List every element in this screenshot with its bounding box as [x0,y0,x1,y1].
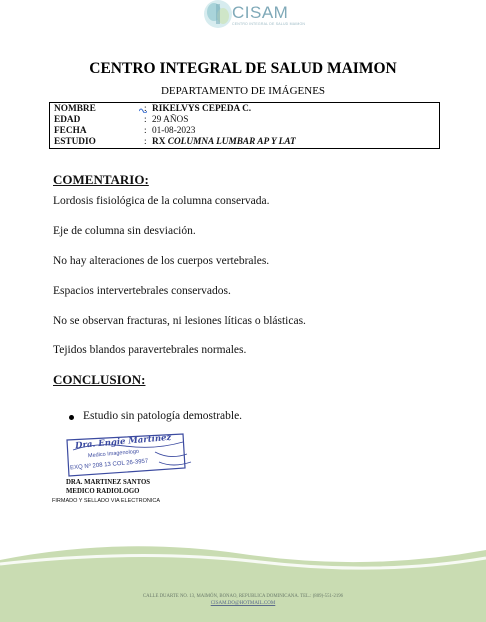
department-title: DEPARTAMENTO DE IMÁGENES [160,85,326,97]
study-label: ESTUDIO [54,137,96,147]
age-label: EDAD [54,115,81,125]
clinic-title: CENTRO INTEGRAL DE SALUD MAIMON [89,60,397,77]
conclusion-item: Estudio sin patología demostrable. [83,410,243,422]
comment-heading: COMENTARIO: [53,172,149,187]
bullet-icon [69,415,74,420]
stamp-doctor-role: Medico Imagenologo [87,448,140,460]
comment-line: Lordosis fisiológica de la columna conservada. [53,195,270,207]
name-value: RIKELVYS CEPEDA C. [152,104,252,114]
study-value [152,137,296,148]
comment-line: Espacios intervertebrales conservados. [53,285,231,297]
study-prefix: RX [152,137,166,147]
doctor-name: DRA. MARTINEZ SANTOS [66,479,151,486]
doctor-role: MEDICO RADIOLOGO [66,488,140,495]
age-value: 29 AÑOS [152,115,189,125]
stamp-doctor-name: Dra. Engie Martinez [74,432,172,452]
comment-line: Tejidos blandos paravertebrales normales. [53,344,247,356]
footer-wave-decoration [0,540,486,622]
study-name: COLUMNA LUMBAR AP Y LAT [167,137,296,147]
logo-subtitle: CENTRO INTEGRAL DE SALUD MAIMON [232,22,306,26]
age-separator: : [144,115,147,125]
patient-info-box [49,102,440,149]
footer-email[interactable]: CISAM.DO@HOTMAIL.COM [210,601,276,606]
comment-line: Eje de columna sin desviación. [53,225,196,237]
stamp-ids: EXQ Nº 208 13 COL 26-3957 [69,458,149,472]
signed-note: FIRMADO Y SELLADO VIA ELECTRONICA [52,498,160,504]
footer-address: CALLE DUARTE NO. 13, MAIMÓN, BONAO, REPUBLICA DOMINICANA. TEL.: (809)-551-2196 [142,594,344,599]
date-separator: : [144,126,147,136]
study-separator: : [144,137,147,147]
name-separator: : [144,104,147,114]
name-label: NOMBRE [54,104,96,114]
date-label: FECHA [54,126,87,136]
logo-name: CISAM [232,3,289,22]
comment-line: No se observan fracturas, ni lesiones líticas o blásticas. [53,315,306,327]
comment-line: No hay alteraciones de los cuerpos vertebrales. [53,255,270,267]
conclusion-heading: CONCLUSION: [53,372,146,387]
date-value: 01-08-2023 [152,126,196,136]
